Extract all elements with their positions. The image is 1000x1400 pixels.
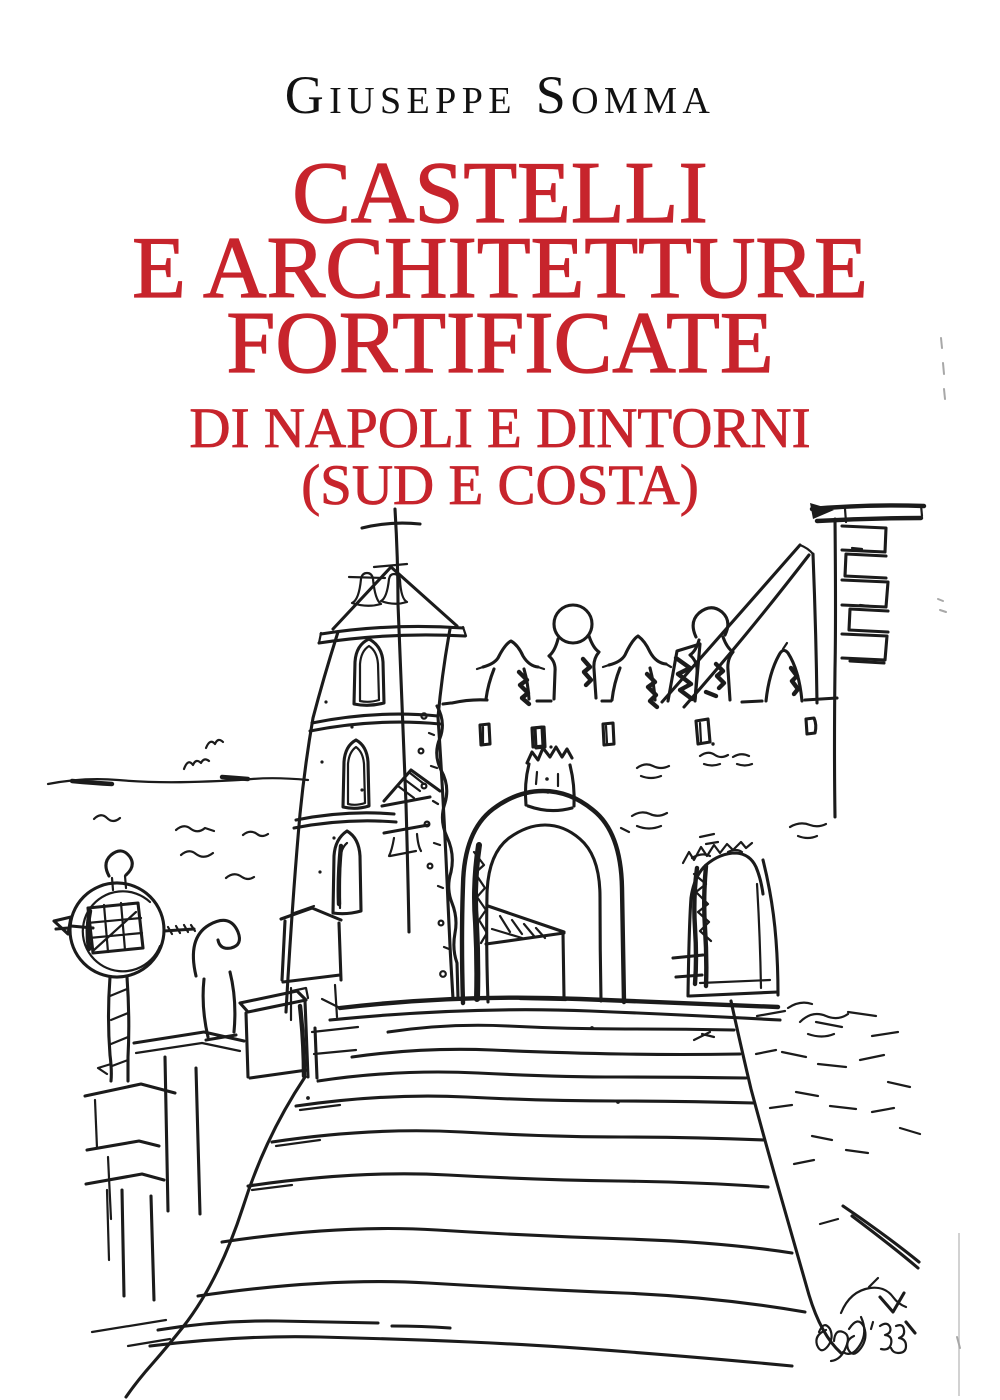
ruined-arch-sketch [673, 842, 778, 996]
wall-windows-sketch [480, 718, 816, 749]
subtitle-line-2: (SUD E COSTA) [301, 454, 699, 517]
stone-patches-sketch [621, 753, 826, 844]
bird-icon [184, 759, 209, 769]
staircase-sketch [126, 998, 841, 1397]
subtitle-line-1: DI NAPOLI E DINTORNI [189, 397, 811, 460]
title-line-1: CASTELLI [292, 145, 708, 242]
signature-sketch [816, 1278, 906, 1361]
portal-arch-sketch [462, 727, 624, 1003]
sea-horizon-sketch [48, 740, 308, 879]
title-line-3: FORTIFICATE [226, 295, 774, 392]
crown-aedicula-sketch [525, 727, 574, 811]
wayside-cross-sketch [54, 851, 239, 1081]
book-title [0, 145, 1000, 392]
brick-quoin-sketch [842, 526, 888, 663]
castle-wall-merlons-sketch [443, 503, 924, 844]
title-line-2: E ARCHITETTURE [132, 220, 868, 317]
bird-icon [206, 740, 223, 748]
book-subtitle [0, 397, 1000, 517]
bell-tower-sketch [286, 509, 466, 1012]
author-name: Giuseppe Somma [284, 65, 716, 125]
